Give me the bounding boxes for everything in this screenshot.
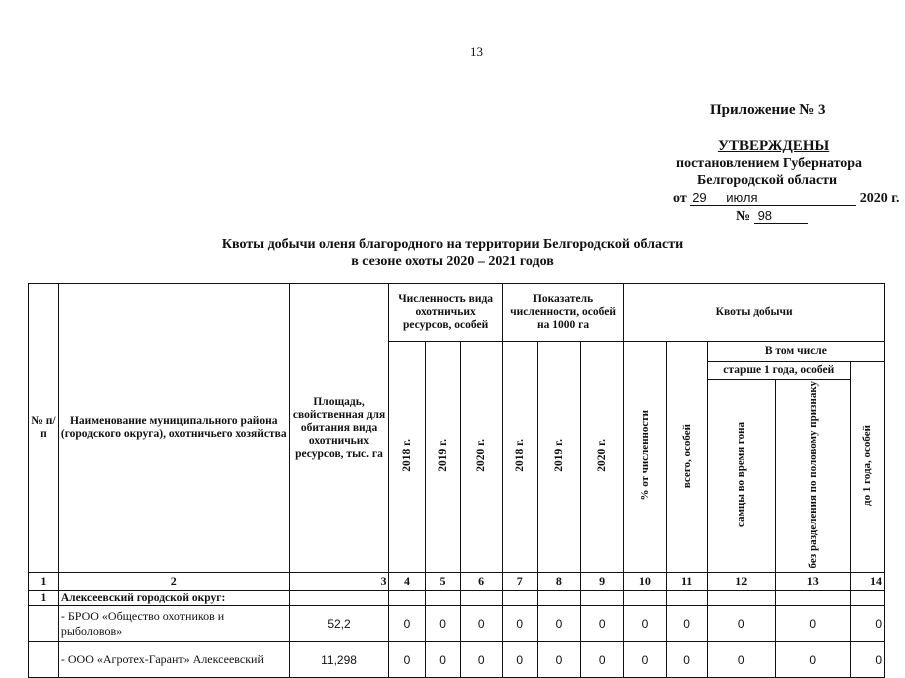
holding-name: - БРОО «Общество охотников и рыболовов»: [58, 606, 289, 642]
cell-value: 0: [624, 642, 666, 678]
col-num: 5: [425, 573, 460, 591]
cell-value: 0: [775, 642, 850, 678]
header-area: Площадь, свойственная для обитания вида охотничьих ресурсов, тыс. га: [289, 284, 389, 573]
title-line-1: Квоты добычи оленя благородного на территории Белгородской области: [221, 237, 684, 252]
cell-value: 0: [624, 606, 666, 642]
cell-value: 0: [460, 606, 502, 642]
page-number: 13: [470, 44, 483, 59]
header-number: № п/п: [29, 284, 59, 573]
cell-value: 0: [666, 606, 707, 642]
cell-value: 0: [389, 606, 425, 642]
cell-value: 0: [666, 642, 707, 678]
col-num: 1: [29, 573, 59, 591]
col-num: 12: [707, 573, 775, 591]
header-quotas: Квоты добычи: [624, 284, 885, 342]
col-num: 11: [666, 573, 707, 591]
col-num: 6: [460, 573, 502, 591]
header-den-2019: 2019 г.: [537, 342, 580, 573]
cell-value: 0: [850, 642, 884, 678]
cell-value: 0: [537, 606, 580, 642]
approval-heading: УТВЕРЖДЕНЫ: [718, 138, 830, 154]
quota-table: [28, 283, 885, 678]
cell-value: 0: [537, 642, 580, 678]
approval-number-line: [736, 208, 808, 225]
number-prefix: №: [736, 209, 751, 224]
col-num: 7: [502, 573, 537, 591]
holding-name: - ООО «Агротех-Гарант» Алексеевский: [58, 642, 289, 678]
header-pop-2018: 2018 г.: [389, 342, 425, 573]
table-row: [29, 642, 885, 678]
district-number: 1: [29, 591, 59, 606]
col-num: 3: [289, 573, 389, 591]
cell-value: 0: [581, 642, 624, 678]
cell-value: 0: [707, 606, 775, 642]
col-num: 14: [850, 573, 884, 591]
holding-area: 52,2: [289, 606, 389, 642]
header-total: всего, особей: [666, 342, 707, 573]
header-name: Наименование муниципального района (городского округа), охотничьего хозяйства: [58, 284, 289, 573]
appendix-label: Приложение № 3: [710, 102, 826, 118]
header-including: В том числе: [707, 342, 884, 362]
title-line-2: в сезоне охоты 2020 – 2021 годов: [351, 254, 554, 269]
district-name: Алексеевский городской округ:: [58, 591, 289, 606]
date-year: 2020 г.: [859, 191, 900, 206]
cell-value: 0: [389, 642, 425, 678]
cell-value: 0: [850, 606, 884, 642]
header-population: Численность вида охотничьих ресурсов, особей: [389, 284, 502, 342]
cell-value: 0: [425, 606, 460, 642]
col-num: 8: [537, 573, 580, 591]
approval-date-line: [673, 190, 899, 207]
district-row: [29, 591, 885, 606]
cell-value: 0: [502, 606, 537, 642]
cell-value: 0: [460, 642, 502, 678]
header-pop-2020: 2020 г.: [460, 342, 502, 573]
header-den-2020: 2020 г.: [581, 342, 624, 573]
table-row: [29, 606, 885, 642]
document-title: [0, 236, 905, 270]
col-num: 4: [389, 573, 425, 591]
holding-area: 11,298: [289, 642, 389, 678]
header-older: старше 1 года, особей: [707, 362, 850, 380]
col-num: 13: [775, 573, 850, 591]
col-num: 9: [581, 573, 624, 591]
cell-value: 0: [707, 642, 775, 678]
header-density: Показатель численности, особей на 1000 га: [502, 284, 624, 342]
column-numbers-row: [29, 573, 885, 591]
col-num: 10: [624, 573, 666, 591]
header-percent: % от численности: [624, 342, 666, 573]
date-prefix: от: [673, 191, 687, 206]
date-month: июля: [718, 190, 856, 206]
cell-value: 0: [775, 606, 850, 642]
date-day: 29: [690, 190, 718, 206]
cell-value: 0: [502, 642, 537, 678]
cell-value: 0: [581, 606, 624, 642]
approval-line-2: Белгородской области: [697, 173, 838, 188]
decree-number: 98: [754, 208, 808, 224]
header-young: до 1 года, особей: [850, 362, 884, 573]
header-males: самцы во время гона: [707, 380, 775, 573]
header-den-2018: 2018 г.: [502, 342, 537, 573]
approval-line-1: постановлением Губернатора: [676, 156, 863, 171]
header-pop-2019: 2019 г.: [425, 342, 460, 573]
cell-value: 0: [425, 642, 460, 678]
col-num: 2: [58, 573, 289, 591]
header-nosex: без разделения по половому признаку: [775, 380, 850, 573]
